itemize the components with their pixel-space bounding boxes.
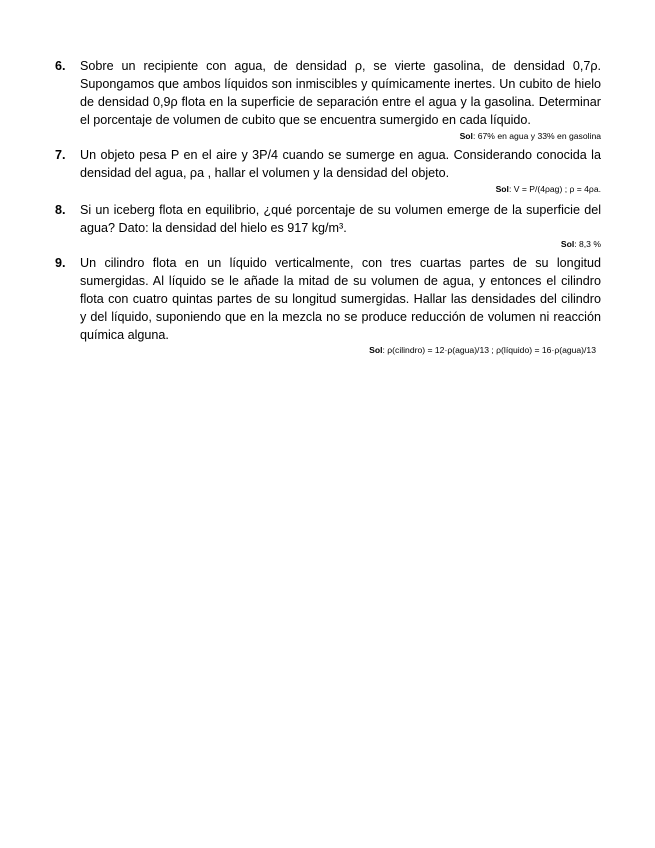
statement-line: Un cilindro flota en un líquido verticalmente, con tres cuartas partes de su longitud [80,256,601,270]
statement-line: el porcentaje de volumen de cubito que se encuentra sumergido en cada líquido. [80,113,531,127]
solution-label: Sol [495,184,509,194]
solution [460,131,601,142]
solution [369,345,596,356]
solution-text: : 67% en agua y 33% en gasolina [472,131,601,141]
statement-line: agua? Dato: la densidad del hielo es 917 kg/m³. [80,221,347,235]
problem-statement [80,201,601,237]
solution-label: Sol [560,239,575,249]
problem-number: 8. [55,203,66,217]
problem-number: 9. [55,256,66,270]
problem-statement [80,146,601,182]
solution-text: : ρ(cilindro) = 12·ρ(agua)/13 ; ρ(líquido) = 16·ρ(agua)/13 [382,345,596,355]
problem-statement [80,57,601,129]
statement-line: Un objeto pesa P en el aire y 3P/4 cuando se sumerge en agua. Considerando conocida la [80,148,601,162]
problem-number: 6. [55,59,66,73]
statement-line: de densidad 0,9ρ flota en la superficie de separación entre el agua y la gasolina. Determinar [80,95,601,109]
statement-line: química alguna. [80,328,169,342]
solution-label: Sol [459,131,473,141]
solution-label: Sol [369,345,383,355]
statement-line: y del líquido, suponiendo que en la mezcla no se produce reducción de volumen ni reacción [80,310,601,324]
statement-line: sumergidas. Al líquido se le añade la mitad de su volumen de agua, y entonces el cilindro [80,274,601,288]
problem-statement [80,254,601,344]
statement-line: flota con cuatro quintas partes de su longitud sumergidas. Hallar las densidades del cilindro [80,292,601,306]
solution-text: : 8,3 % [574,239,601,249]
solution [561,239,601,250]
solution [496,184,601,195]
statement-line: Sobre un recipiente con agua, de densidad ρ, se vierte gasolina, de densidad 0,7ρ. [80,59,601,73]
statement-line: densidad del agua, ρa , hallar el volumen y la densidad del objeto. [80,166,450,180]
statement-line: Si un iceberg flota en equilibrio, ¿qué porcentaje de su volumen emerge de la superficie del [80,203,601,217]
solution-text: : V = P/(4ρag) ; ρ = 4ρa. [508,184,601,194]
statement-line: Supongamos que ambos líquidos son inmiscibles y químicamente inertes. Un cubito de hielo [80,77,601,91]
problem-number: 7. [55,148,66,162]
